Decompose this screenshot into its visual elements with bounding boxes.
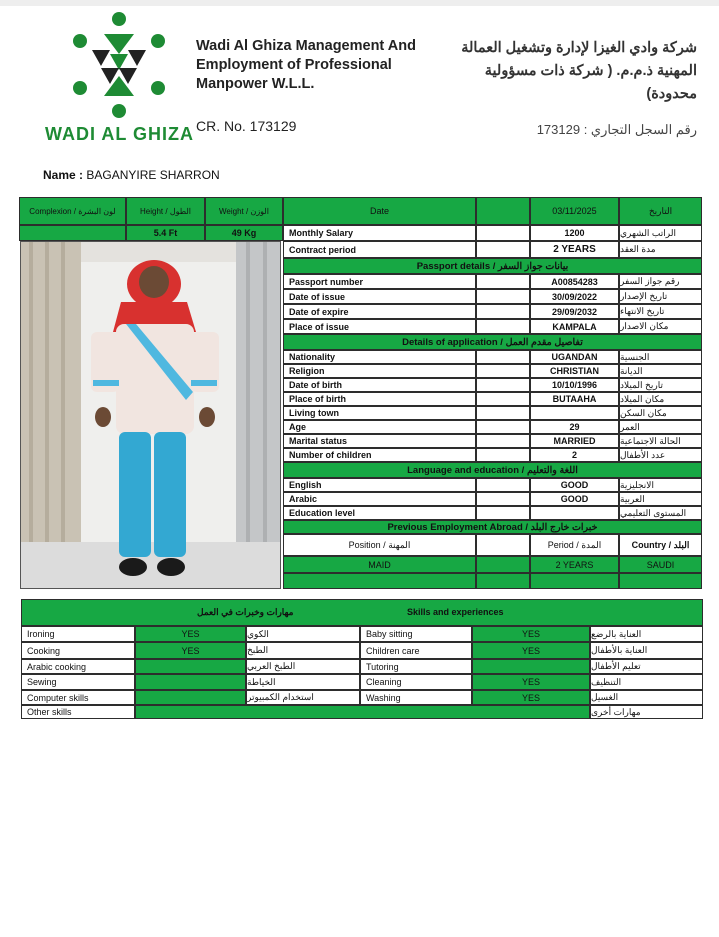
empty-cell <box>530 573 619 589</box>
empty-cell <box>283 573 476 589</box>
empty-cell <box>476 378 530 392</box>
language-row-ar: المستوى التعليمي <box>619 506 702 520</box>
other-skills-value <box>135 705 590 719</box>
company-name-en: Wadi Al Ghiza Management And Employment of Professional Manpower W.L.L. <box>196 38 416 92</box>
skill-label: Cleaning <box>360 674 472 690</box>
salary-label: Monthly Salary <box>283 225 476 241</box>
empty-cell <box>476 573 530 589</box>
application-row-value: 2 <box>530 448 619 462</box>
empty-cell <box>476 420 530 434</box>
passport-row-value: 29/09/2032 <box>530 304 619 319</box>
skill-label: Computer skills <box>21 690 135 705</box>
application-row-value: 29 <box>530 420 619 434</box>
language-row-label: Arabic <box>283 492 476 506</box>
empty-cell <box>476 534 530 556</box>
application-row-label: Marital status <box>283 434 476 448</box>
language-row-value: GOOD <box>530 478 619 492</box>
application-header: Details of application / تفاصيل مقدم العمل <box>283 334 702 350</box>
empty-cell <box>476 304 530 319</box>
company-logo-icon <box>70 10 168 122</box>
candidate-name-row <box>43 168 220 182</box>
application-row-label: Age <box>283 420 476 434</box>
period-value: 2 YEARS <box>530 556 619 573</box>
application-row-label: Living town <box>283 406 476 420</box>
empty-cell <box>476 319 530 334</box>
date-label: Date <box>283 197 476 225</box>
cr-number-en: CR. No. 173129 <box>196 118 297 134</box>
empty-cell <box>476 492 530 506</box>
logo-text: WADI AL GHIZA <box>45 124 194 144</box>
passport-row-label: Date of issue <box>283 289 476 304</box>
passport-row-value: 30/09/2022 <box>530 289 619 304</box>
skill-value: YES <box>472 690 590 705</box>
passport-row-label: Date of expire <box>283 304 476 319</box>
name-label: Name : <box>43 168 84 182</box>
skill-ar: العناية بالرضع <box>590 626 703 642</box>
contract-label-ar: مدة العقد <box>619 241 702 258</box>
empty-cell <box>476 434 530 448</box>
skill-ar: الطبخ <box>246 642 360 659</box>
skill-label: Ironing <box>21 626 135 642</box>
skills-header-en: Skills and experiences <box>407 607 504 617</box>
skill-value: YES <box>472 674 590 690</box>
application-row-value: MARRIED <box>530 434 619 448</box>
language-row-value: GOOD <box>530 492 619 506</box>
language-row-ar: الانجليزية <box>619 478 702 492</box>
other-skills-ar: مهارات أخرى <box>590 705 703 719</box>
empty-cell <box>476 392 530 406</box>
application-row-value: BUTAAHA <box>530 392 619 406</box>
language-row-value <box>530 506 619 520</box>
country-label: Country / البلد <box>619 534 702 556</box>
skills-header <box>21 599 703 626</box>
date-label-ar: التاريخ <box>619 197 702 225</box>
passport-row-ar: تاريخ الإصدار <box>619 289 702 304</box>
skill-ar: الطبخ العربي <box>246 659 360 674</box>
skills-header-ar: مهارات وخبرات في العمل <box>197 607 294 617</box>
top-border <box>0 0 719 6</box>
skill-value: YES <box>135 626 246 642</box>
language-header: Language and education / اللغة والتعليم <box>283 462 702 478</box>
application-row-value: UGANDAN <box>530 350 619 364</box>
contract-label: Contract period <box>283 241 476 258</box>
skill-value: YES <box>135 642 246 659</box>
skill-ar: تعليم الأطفال <box>590 659 703 674</box>
empty-cell <box>476 225 530 241</box>
application-row-label: Nationality <box>283 350 476 364</box>
skill-ar: الكوي <box>246 626 360 642</box>
skill-value <box>135 659 246 674</box>
position-value: MAID <box>283 556 476 573</box>
empty-cell <box>476 274 530 289</box>
skill-label: Arabic cooking <box>21 659 135 674</box>
skill-label: Washing <box>360 690 472 705</box>
empty-cell <box>476 478 530 492</box>
other-skills-label: Other skills <box>21 705 135 719</box>
skill-label: Sewing <box>21 674 135 690</box>
height-label: Height / الطول <box>126 197 205 225</box>
passport-header: Passport details / بيانات جواز السفر <box>283 258 702 274</box>
date-value: 03/11/2025 <box>530 197 619 225</box>
employment-header: Previous Employment Abroad / خبرات خارج البلد <box>283 520 702 534</box>
application-row-ar: عدد الأطفال <box>619 448 702 462</box>
application-row-ar: الحالة الاجتماعية <box>619 434 702 448</box>
skill-value <box>135 674 246 690</box>
salary-value: 1200 <box>530 225 619 241</box>
skill-label: Cooking <box>21 642 135 659</box>
skill-ar: التنظيف <box>590 674 703 690</box>
language-row-label: Education level <box>283 506 476 520</box>
application-row-label: Date of birth <box>283 378 476 392</box>
empty-cell <box>476 364 530 378</box>
application-row-ar: مكان الميلاد <box>619 392 702 406</box>
skill-label: Tutoring <box>360 659 472 674</box>
company-name-ar: شركة وادي الغيزا لإدارة وتشغيل العمالة المهنية ذ.م.م. ( شركة ذات مسؤولية محدودة) <box>461 40 697 102</box>
passport-row-ar: مكان الاصدار <box>619 319 702 334</box>
skill-value: YES <box>472 626 590 642</box>
application-row-ar: تاريخ الميلاد <box>619 378 702 392</box>
skill-value <box>135 690 246 705</box>
passport-row-label: Passport number <box>283 274 476 289</box>
application-row-label: Number of children <box>283 448 476 462</box>
skill-ar: الغسيل <box>590 690 703 705</box>
contract-value: 2 YEARS <box>530 241 619 258</box>
application-row-ar: الديانة <box>619 364 702 378</box>
empty-cell <box>476 289 530 304</box>
candidate-name: BAGANYIRE SHARRON <box>86 168 220 182</box>
application-row-label: Place of birth <box>283 392 476 406</box>
empty-cell <box>476 350 530 364</box>
skill-label: Children care <box>360 642 472 659</box>
skill-ar: الخياطة <box>246 674 360 690</box>
weight-value: 49 Kg <box>205 225 283 241</box>
cr-number-ar: رقم السجل التجاري : 173129 <box>536 122 697 137</box>
empty-cell <box>619 573 702 589</box>
passport-row-label: Place of issue <box>283 319 476 334</box>
period-label: Period / المدة <box>530 534 619 556</box>
empty-cell <box>476 406 530 420</box>
passport-row-value: KAMPALA <box>530 319 619 334</box>
empty-cell <box>476 197 530 225</box>
passport-row-value: A00854283 <box>530 274 619 289</box>
skill-value: YES <box>472 642 590 659</box>
empty-cell <box>476 241 530 258</box>
salary-label-ar: الراتب الشهري <box>619 225 702 241</box>
complexion-value <box>19 225 126 241</box>
application-row-label: Religion <box>283 364 476 378</box>
weight-label: Weight / الوزن <box>205 197 283 225</box>
skill-label: Baby sitting <box>360 626 472 642</box>
empty-cell <box>476 556 530 573</box>
language-row-ar: العربية <box>619 492 702 506</box>
complexion-label: Complexion / لون البشرة <box>19 197 126 225</box>
height-value: 5.4 Ft <box>126 225 205 241</box>
empty-cell <box>476 506 530 520</box>
application-row-value <box>530 406 619 420</box>
empty-cell <box>476 448 530 462</box>
country-value: SAUDI <box>619 556 702 573</box>
application-row-ar: العمر <box>619 420 702 434</box>
application-row-ar: الجنسية <box>619 350 702 364</box>
passport-row-ar: رقم جواز السفر <box>619 274 702 289</box>
skill-ar: العناية بالأطفال <box>590 642 703 659</box>
skill-ar: استخدام الكمبيوتر <box>246 690 360 705</box>
candidate-photo <box>20 241 281 589</box>
application-row-ar: مكان السكن <box>619 406 702 420</box>
application-row-value: CHRISTIAN <box>530 364 619 378</box>
application-row-value: 10/10/1996 <box>530 378 619 392</box>
language-row-label: English <box>283 478 476 492</box>
passport-row-ar: تاريخ الانتهاء <box>619 304 702 319</box>
position-label: Position / المهنة <box>283 534 476 556</box>
skill-value <box>472 659 590 674</box>
